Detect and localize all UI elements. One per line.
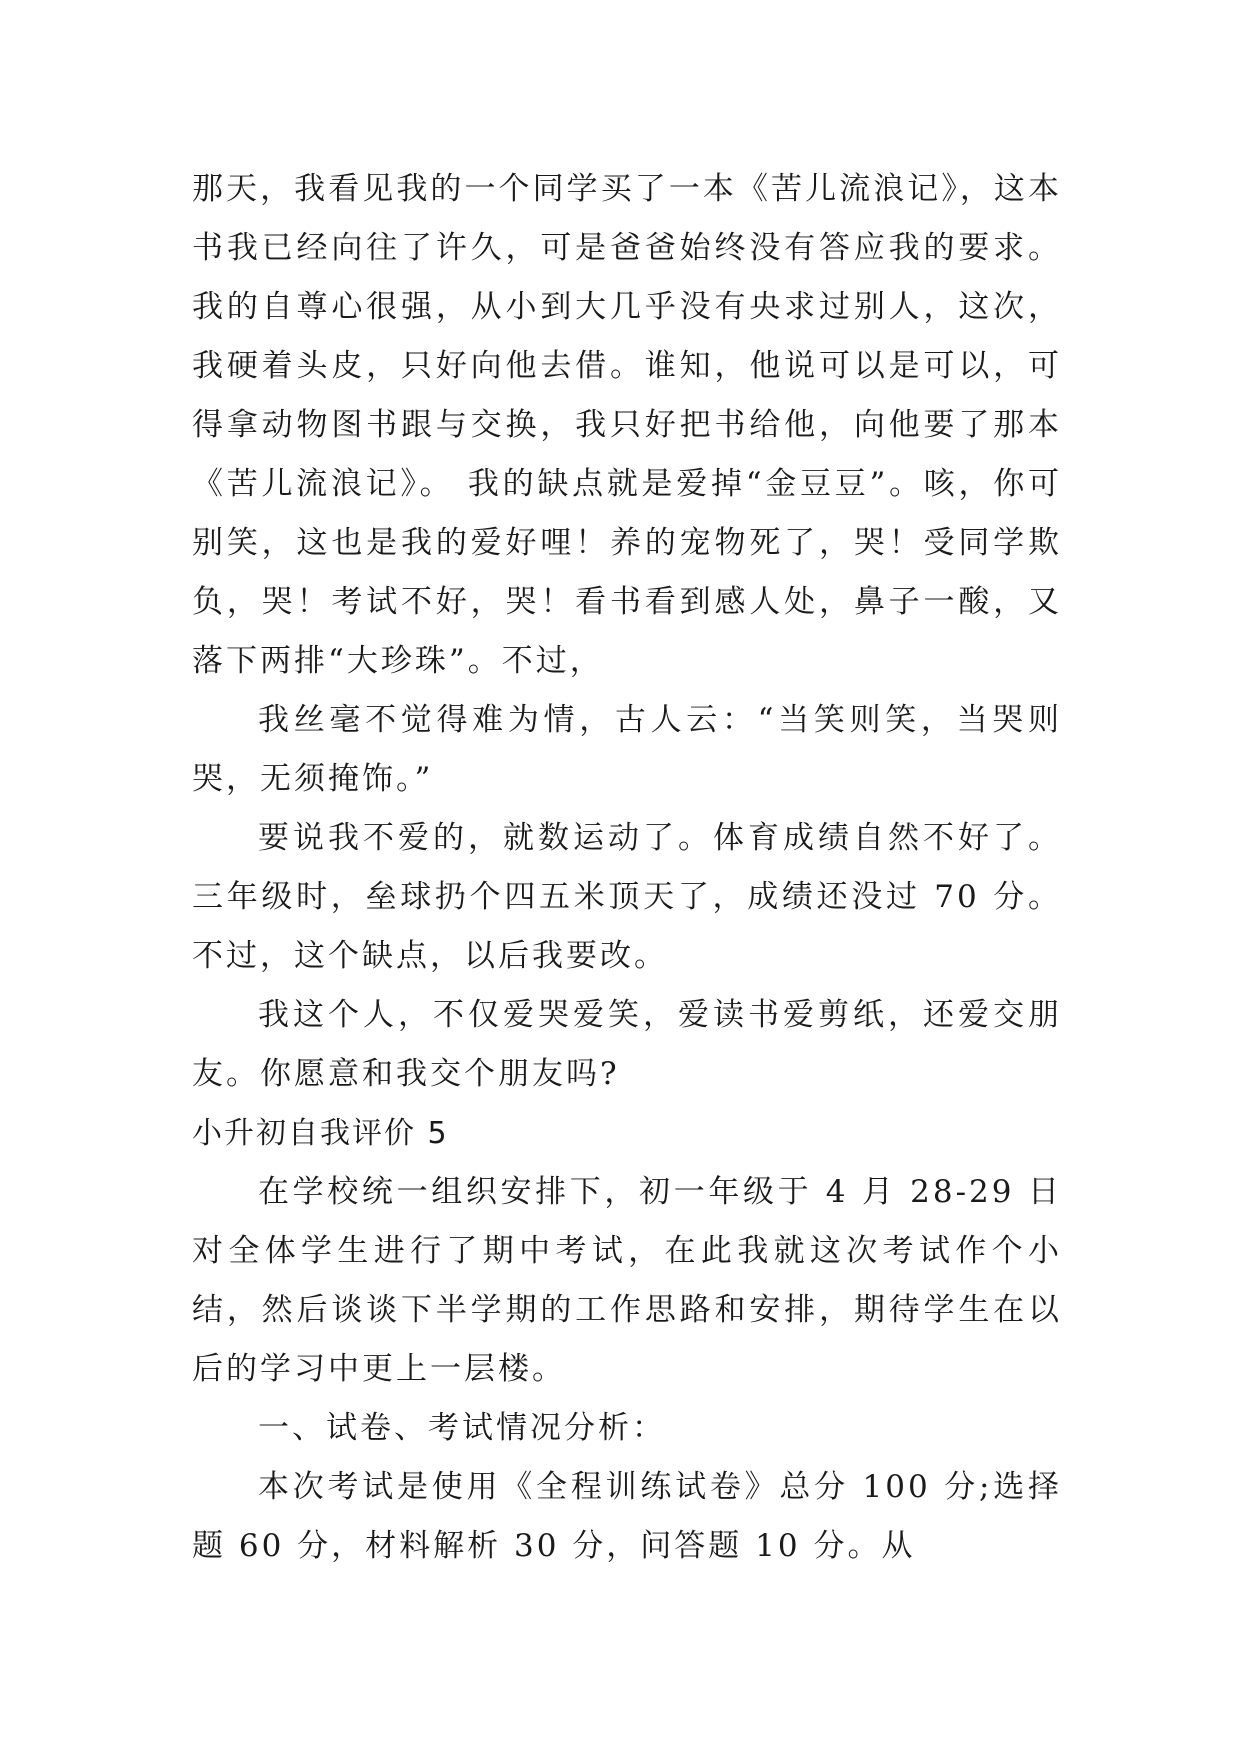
- section-title: 小升初自我评价 5: [192, 1116, 449, 1151]
- paragraph-crying-quote: 我丝毫不觉得难为情，古人云：“当笑则笑，当哭则哭，无须掩饰。”: [192, 702, 1062, 797]
- paragraph-making-friends: 我这个人，不仅爱哭爱笑，爱读书爱剪纸，还爱交朋友。你愿意和我交个朋友吗?: [192, 997, 1062, 1092]
- paragraph-sports-weakness: 要说我不爱的，就数运动了。体育成绩自然不好了。三年级时，垒球扔个四五米顶天了，成绩还没过 70 分。不过，这个缺点，以后我要改。: [192, 820, 1062, 974]
- paragraph-analysis-heading: 一、试卷、考试情况分析：: [258, 1410, 666, 1446]
- paragraph-book-borrowing: 那天，我看见我的一个同学买了一本《苦儿流浪记》，这本书我已经向往了许久，可是爸爸始终没有答应我的要求。我的自尊心很强，从小到大几乎没有央求过别人，这次，我硬着头皮，只好向他去借。谁知，他说可以是可以，可得拿动物图书跟与交换，我只好把书给他，向他要了那本《苦儿流浪记》。 我的缺点就是爱掉“金豆豆”。咳，你可别笑，这也是我的爱好哩！养的宠物死了，哭！受同学欺负，哭！考试不好，哭！看书看到感人处，鼻子一酸，又落下两排“大珍珠”。不过，: [192, 171, 1062, 679]
- paragraph-exam-summary: 在学校统一组织安排下，初一年级于 4 月 28-29 日对全体学生进行了期中考试，在此我就这次考试作个小结，然后谈谈下半学期的工作思路和安排，期待学生在以后的学习中更上一层楼。: [192, 1174, 1062, 1387]
- paragraph-exam-composition: 本次考试是使用《全程训练试卷》总分 100 分;选择题 60 分，材料解析 30 分，问答题 10 分。从: [192, 1469, 1062, 1564]
- document-body: [192, 160, 1062, 1576]
